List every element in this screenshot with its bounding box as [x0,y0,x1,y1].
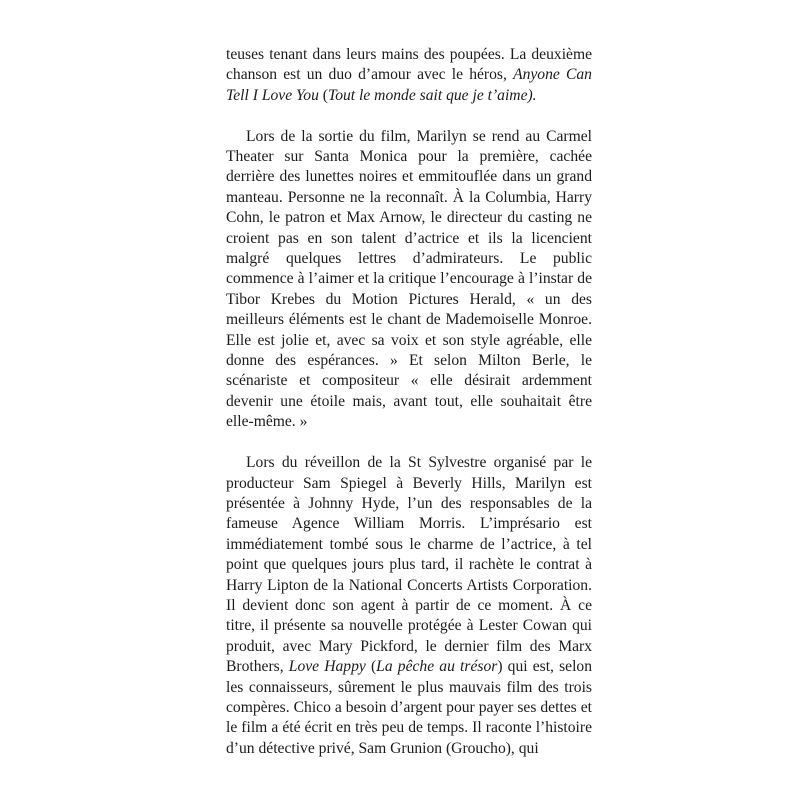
text-column [226,45,592,759]
paragraph-continuation [226,45,592,106]
paragraph-1-text-2: ( [318,86,328,104]
paragraph-3-text-2: ( [365,658,377,676]
song-title-french: Tout le monde sait que je t’aime). [327,86,537,104]
paragraph-1-text: teuses tenant dans leurs mains des poupées. La deuxième chanson est un duo d’amour avec le héros, [226,46,592,84]
song-title-english: Anyone Can Tell I Love You [226,66,592,104]
paragraph-new-year-eve [226,453,592,759]
paragraph-3-text-3: ) qui est, selon les connaisseurs, sûrement le plus mauvais film des trois compères. Chico a besoin d’argent pour payer ses dettes et le film a été écrit en très peu de temps. Il raconte l’histoire d’un détective privé, Sam Grunion (Groucho), qui [226,658,593,757]
film-title-french: La pêche au trésor [376,658,498,676]
paragraph-3-text: Lors du réveillon de la St Sylvestre organisé par le producteur Sam Spiegel à Beverly Hills, Marilyn est présentée à Johnny Hyde, l’un des responsables de la fameuse Agence William Morris. L’imprésario est immédiatement tombé sous le charme de l’actrice, à tel point que quelques jours plus tard, il rachète le contrat à Harry Lipton de la National Concerts Artists Corporation. Il devient donc son agent à partir de ce moment. À ce titre, il présente sa nouvelle protégée à Lester Cowan qui produit, avec Mary Pickford, le dernier film des Marx Brothers, [226,454,592,676]
film-title-english: Love Happy [288,658,366,676]
paragraph-2-text: Lors de la sortie du film, Marilyn se rend au Carmel Theater sur Santa Monica pour la première, cachée derrière des lunettes noires et emmitouflée dans un grand manteau. Personne ne la reconnaît. À la Columbia, Harry Cohn, le patron et Max Arnow, le directeur du casting ne croient pas en son talent d’actrice et ils la licencient malgré quelques lettres d’admirateurs. Le public commence à l’aimer et la critique l’encourage à l’instar de Tibor Krebes du Motion Pictures Herald, « un des meilleurs éléments est le chant de Mademoiselle Monroe. Elle est jolie et, avec sa voix et son style agréable, elle donne des espérances. » Et selon Milton Berle, le scénariste et compositeur « elle désirait ardemment devenir une étoile mais, avant tout, elle souhaitait être elle-même. » [226,127,592,431]
paragraph-film-release [226,127,592,433]
